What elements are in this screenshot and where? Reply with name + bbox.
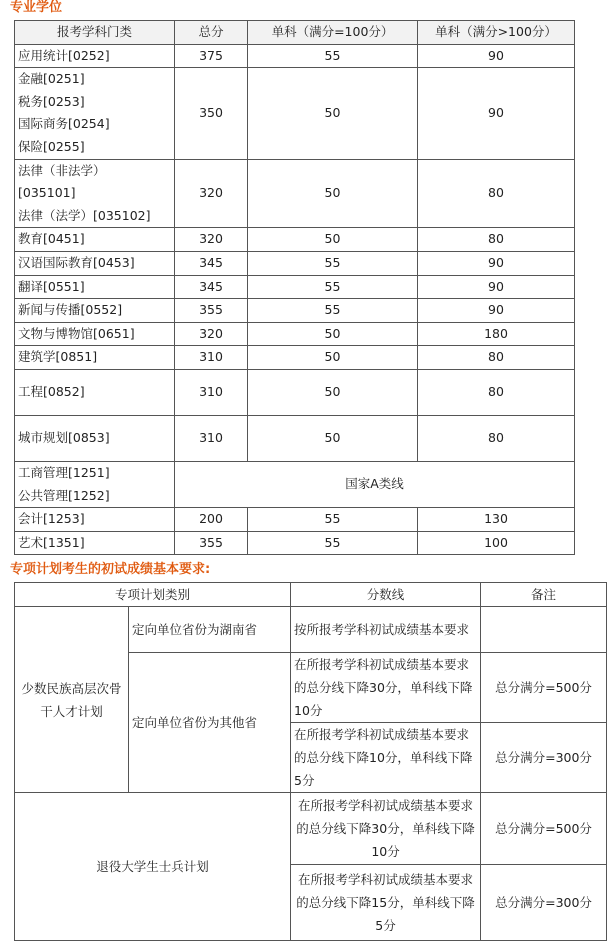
single-over-100-cell: 90 bbox=[418, 251, 575, 275]
score-line-cell: 在所报考学科初试成绩基本要求的总分线下降10分，单科线下降5分 bbox=[291, 723, 481, 793]
single-100-cell: 50 bbox=[248, 346, 418, 370]
total-cell: 320 bbox=[175, 228, 248, 252]
subject-cell: 应用统计[0252] bbox=[15, 44, 175, 68]
column-header: 专项计划类别 bbox=[15, 583, 291, 607]
total-cell: 355 bbox=[175, 531, 248, 555]
single-100-cell: 55 bbox=[248, 275, 418, 299]
table-header-row bbox=[15, 21, 575, 45]
score-line-cell: 在所报考学科初试成绩基本要求的总分线下降30分，单科线下降10分 bbox=[291, 793, 481, 865]
table-row bbox=[15, 159, 575, 228]
table-row bbox=[15, 299, 575, 323]
table-header-row bbox=[15, 583, 607, 607]
total-cell: 345 bbox=[175, 251, 248, 275]
subject-cell: 艺术[1351] bbox=[15, 531, 175, 555]
single-100-cell: 55 bbox=[248, 531, 418, 555]
subject-cell: 会计[1253] bbox=[15, 508, 175, 532]
plan-sub-cell: 定向单位省份为其他省 bbox=[129, 653, 291, 793]
subject-cell: 工程[0852] bbox=[15, 369, 175, 415]
special-plan-table bbox=[14, 582, 607, 941]
single-over-100-cell: 80 bbox=[418, 159, 575, 228]
table-row bbox=[15, 44, 575, 68]
total-cell: 310 bbox=[175, 415, 248, 461]
single-100-cell: 50 bbox=[248, 369, 418, 415]
total-cell: 320 bbox=[175, 322, 248, 346]
table-row bbox=[15, 415, 575, 461]
table-row bbox=[15, 531, 575, 555]
single-over-100-cell: 90 bbox=[418, 299, 575, 323]
score-line-cell: 在所报考学科初试成绩基本要求的总分线下降30分，单科线下降10分 bbox=[291, 653, 481, 723]
single-over-100-cell: 90 bbox=[418, 44, 575, 68]
table-row bbox=[15, 68, 575, 159]
plan-name-cell: 退役大学生士兵计划 bbox=[15, 793, 291, 941]
note-cell: 总分满分=500分 bbox=[481, 793, 607, 865]
total-cell: 310 bbox=[175, 346, 248, 370]
table-row bbox=[15, 508, 575, 532]
total-cell: 355 bbox=[175, 299, 248, 323]
score-table-professional bbox=[14, 20, 575, 555]
total-cell: 375 bbox=[175, 44, 248, 68]
total-cell: 320 bbox=[175, 159, 248, 228]
subject-cell: 翻译[0551] bbox=[15, 275, 175, 299]
table-row bbox=[15, 322, 575, 346]
total-cell: 310 bbox=[175, 369, 248, 415]
table-row bbox=[15, 461, 575, 507]
plan-sub-cell: 定向单位省份为湖南省 bbox=[129, 607, 291, 653]
note-cell bbox=[481, 607, 607, 653]
subject-cell: 建筑学[0851] bbox=[15, 346, 175, 370]
subject-cell: 城市规划[0853] bbox=[15, 415, 175, 461]
column-header: 报考学科门类 bbox=[15, 21, 175, 45]
single-over-100-cell: 80 bbox=[418, 346, 575, 370]
single-100-cell: 55 bbox=[248, 508, 418, 532]
table-row bbox=[15, 275, 575, 299]
table-row bbox=[15, 369, 575, 415]
plan-name-cell: 少数民族高层次骨干人才计划 bbox=[15, 607, 129, 793]
total-cell: 350 bbox=[175, 68, 248, 159]
table-row bbox=[15, 607, 607, 653]
column-header: 分数线 bbox=[291, 583, 481, 607]
single-100-cell: 55 bbox=[248, 251, 418, 275]
column-header: 单科（满分=100分） bbox=[248, 21, 418, 45]
subject-cell: 文物与博物馆[0651] bbox=[15, 322, 175, 346]
single-over-100-cell: 100 bbox=[418, 531, 575, 555]
score-line-cell: 按所报考学科初试成绩基本要求 bbox=[291, 607, 481, 653]
single-over-100-cell: 80 bbox=[418, 228, 575, 252]
section-title-special-plan: 专项计划考生的初试成绩基本要求: bbox=[10, 562, 211, 577]
single-100-cell: 55 bbox=[248, 44, 418, 68]
subject-cell: 法律（非法学） [035101] 法律（法学）[035102] bbox=[15, 159, 175, 228]
subject-cell: 金融[0251] 税务[0253] 国际商务[0254] 保险[0255] bbox=[15, 68, 175, 159]
single-100-cell: 50 bbox=[248, 322, 418, 346]
single-over-100-cell: 80 bbox=[418, 369, 575, 415]
single-over-100-cell: 90 bbox=[418, 275, 575, 299]
column-header: 备注 bbox=[481, 583, 607, 607]
score-line-cell: 在所报考学科初试成绩基本要求的总分线下降15分，单科线下降5分 bbox=[291, 865, 481, 941]
note-cell: 总分满分=300分 bbox=[481, 723, 607, 793]
single-100-cell: 50 bbox=[248, 228, 418, 252]
table-row bbox=[15, 251, 575, 275]
single-100-cell: 50 bbox=[248, 68, 418, 159]
subject-cell: 教育[0451] bbox=[15, 228, 175, 252]
table-row bbox=[15, 228, 575, 252]
total-cell: 200 bbox=[175, 508, 248, 532]
single-over-100-cell: 90 bbox=[418, 68, 575, 159]
single-100-cell: 50 bbox=[248, 415, 418, 461]
table-row bbox=[15, 346, 575, 370]
single-over-100-cell: 80 bbox=[418, 415, 575, 461]
single-over-100-cell: 180 bbox=[418, 322, 575, 346]
single-100-cell: 55 bbox=[248, 299, 418, 323]
subject-cell: 新闻与传播[0552] bbox=[15, 299, 175, 323]
note-cell: 总分满分=300分 bbox=[481, 865, 607, 941]
note-cell: 总分满分=500分 bbox=[481, 653, 607, 723]
single-over-100-cell: 130 bbox=[418, 508, 575, 532]
column-header: 单科（满分>100分） bbox=[418, 21, 575, 45]
single-100-cell: 50 bbox=[248, 159, 418, 228]
merged-score-cell: 国家A类线 bbox=[175, 461, 575, 507]
column-header: 总分 bbox=[175, 21, 248, 45]
total-cell: 345 bbox=[175, 275, 248, 299]
table-row bbox=[15, 793, 607, 865]
subject-cell: 工商管理[1251] 公共管理[1252] bbox=[15, 461, 175, 507]
subject-cell: 汉语国际教育[0453] bbox=[15, 251, 175, 275]
section-title-professional-degree: 专业学位 bbox=[10, 0, 63, 15]
